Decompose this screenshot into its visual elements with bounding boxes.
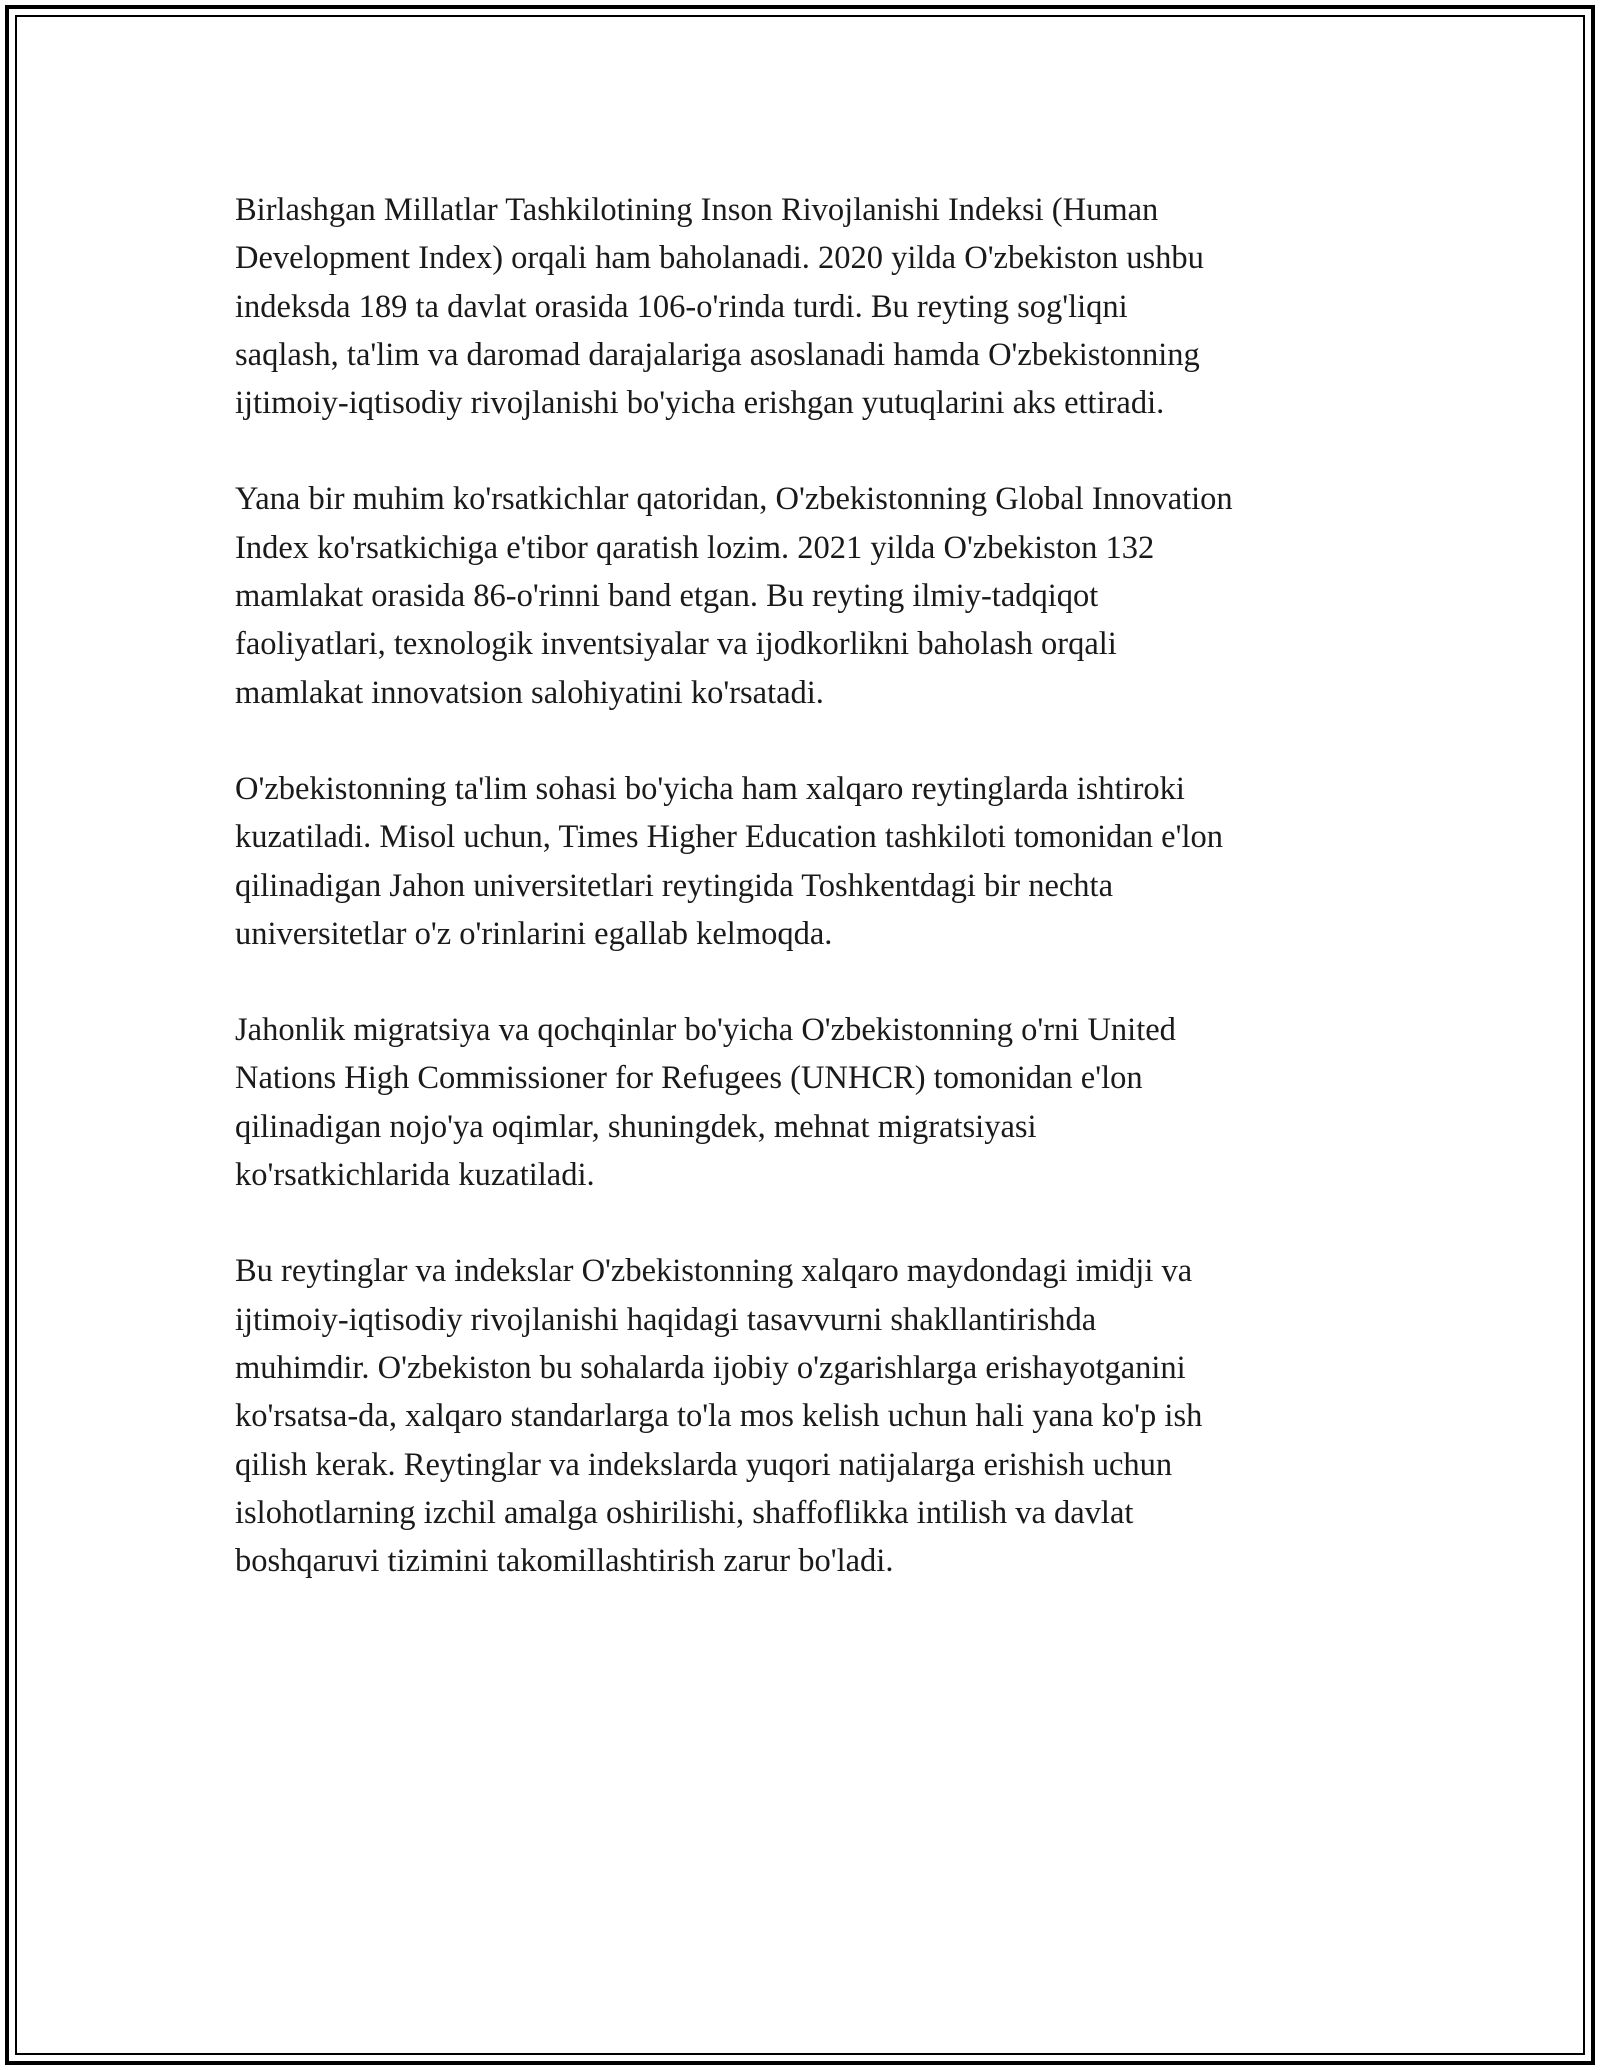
- text-line: islohotlarning izchil amalga oshirilishi, shaffoflikka intilish va davlat: [235, 1494, 1134, 1531]
- text-line: ko'rsatkichlarida kuzatiladi.: [235, 1157, 595, 1194]
- text-line: faoliyatlari, texnologik inventsiyalar va ijodkorlikni baholash orqali: [235, 626, 1117, 663]
- text-line: boshqaruvi tizimini takomillashtirish zarur bo'ladi.: [235, 1543, 894, 1580]
- paragraph-conclusion: [235, 1247, 1375, 1585]
- text-line: qilinadigan Jahon universitetlari reytingida Toshkentdagi bir nechta: [235, 867, 1114, 904]
- text-line: Bu reytinglar va indekslar O'zbekistonning xalqaro maydondagi imidji va: [235, 1253, 1193, 1290]
- paragraph-migration: [235, 1006, 1375, 1199]
- text-line: Nations High Commissioner for Refugees (UNHCR) tomonidan e'lon: [235, 1060, 1143, 1097]
- text-line: Development Index) orqali ham baholanadi. 2020 yilda O'zbekiston ushbu: [235, 240, 1204, 277]
- text-line: Jahonlik migratsiya va qochqinlar bo'yicha O'zbekistonning o'rni United: [235, 1012, 1176, 1049]
- text-line: universitetlar o'z o'rinlarini egallab kelmoqda.: [235, 915, 833, 952]
- text-line: qilish kerak. Reytinglar va indekslarda yuqori natijalarga erishish uchun: [235, 1446, 1173, 1483]
- paragraph-human-development-index: [235, 186, 1375, 427]
- text-line: indeksda 189 ta davlat orasida 106-o'rinda turdi. Bu reyting sog'liqni: [235, 288, 1128, 325]
- text-line: qilinadigan nojo'ya oqimlar, shuningdek, mehnat migratsiyasi: [235, 1108, 1037, 1145]
- text-line: kuzatiladi. Misol uchun, Times Higher Education tashkiloti tomonidan e'lon: [235, 819, 1223, 856]
- paragraph-global-innovation-index: [235, 475, 1375, 716]
- text-line: mamlakat innovatsion salohiyatini ko'rsatadi.: [235, 674, 824, 711]
- text-line: ko'rsatsa-da, xalqaro standarlarga to'la mos kelish uchun hali yana ko'p ish: [235, 1398, 1203, 1435]
- text-line: O'zbekistonning ta'lim sohasi bo'yicha ham xalqaro reytinglarda ishtiroki: [235, 770, 1185, 807]
- paragraph-education-rankings: [235, 765, 1375, 958]
- document-body: [235, 186, 1375, 1633]
- text-line: ijtimoiy-iqtisodiy rivojlanishi haqidagi tasavvurni shakllantirishda: [235, 1301, 1097, 1338]
- text-line: Yana bir muhim ko'rsatkichlar qatoridan, O'zbekistonning Global Innovation: [235, 481, 1233, 518]
- text-line: Birlashgan Millatlar Tashkilotining Inson Rivojlanishi Indeksi (Human: [235, 192, 1159, 228]
- text-line: mamlakat orasida 86-o'rinni band etgan. Bu reyting ilmiy-tadqiqot: [235, 578, 1099, 615]
- text-line: saqlash, ta'lim va daromad darajalariga asoslanadi hamda O'zbekistonning: [235, 336, 1200, 373]
- text-line: Index ko'rsatkichiga e'tibor qaratish lozim. 2021 yilda O'zbekiston 132: [235, 529, 1155, 566]
- text-line: ijtimoiy-iqtisodiy rivojlanishi bo'yicha erishgan yutuqlarini aks ettiradi.: [235, 385, 1165, 422]
- text-line: muhimdir. O'zbekiston bu sohalarda ijobiy o'zgarishlarga erishayotganini: [235, 1349, 1186, 1386]
